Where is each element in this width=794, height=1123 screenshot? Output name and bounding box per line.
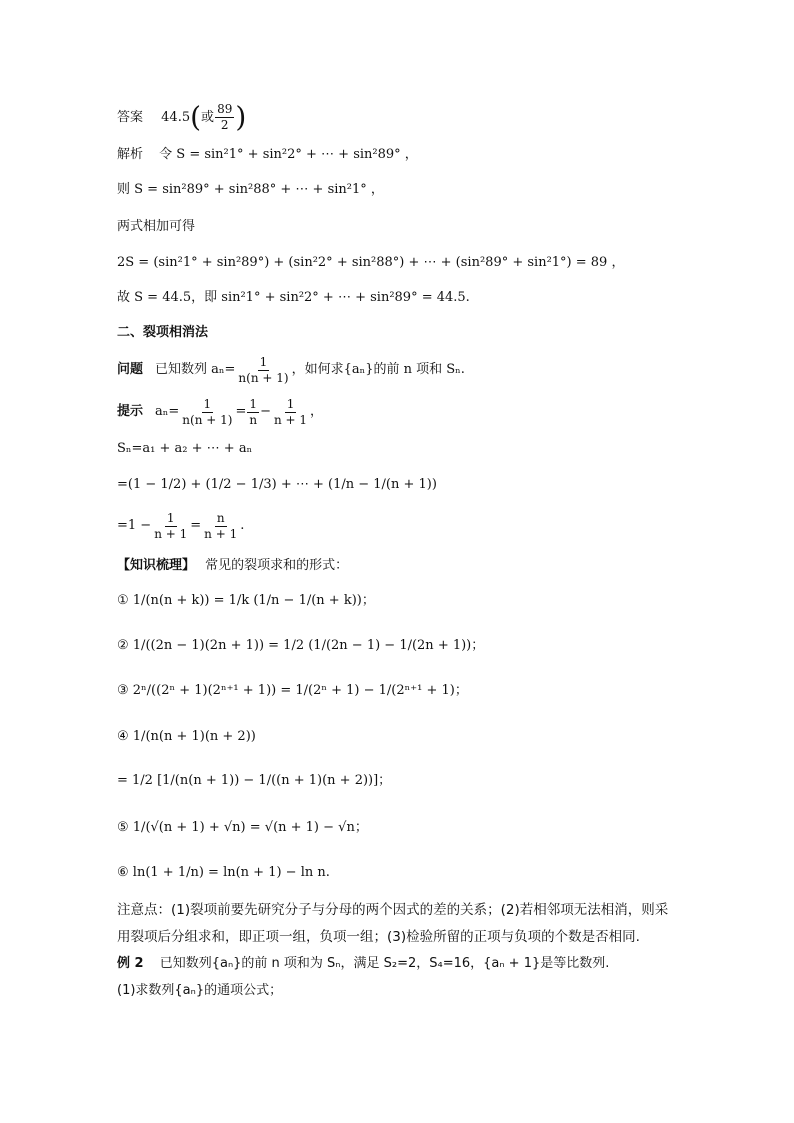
analysis-label: 解析 [117,147,144,162]
knowledge-item-1: ① 1/(n(n + k)) = 1/k (1/n − 1/(n + k))； [117,593,375,608]
hint-fraction-2 [247,397,259,428]
hint-line-4-end: . [240,518,245,533]
hint-line-1-end: ， [310,404,324,419]
analysis-line-1 [117,146,754,164]
answer-alt-prefix: 或 [201,110,215,125]
hint-fraction-3 [272,397,309,428]
hint-line-4-fraction-2-numerator: n [216,510,225,525]
example-line [117,955,754,973]
hint-line-1 [117,394,754,430]
hint-label: 提示 [117,404,144,419]
knowledge-item-5: ⑤ 1/(√(n + 1) + √n) = √(n + 1) − √n； [117,820,368,835]
notes-line-1: 注意点：(1)裂项前要先研究分子与分母的两个因式的差的关系；(2)若相邻项无法相消，则采 [117,902,669,918]
example-label: 例 2 [117,956,144,971]
analysis-line-5: 故 S = 44.5，即 sin²1° + sin²2° + ⋯ + sin²89° = 44.5. [117,290,470,305]
right-paren: ) [235,100,247,134]
left-paren: ( [190,100,202,134]
hint-line-4-fraction-1 [152,511,189,542]
hint-line-4-fraction-2 [202,511,239,542]
question-text-a: 已知数列 aₙ= [155,362,236,377]
hint-line-4-fraction-1-numerator: 1 [166,510,175,525]
hint-line-4-fraction-2-denominator: n + 1 [204,526,238,541]
analysis-text-1: 令 S = sin²1° + sin²2° + ⋯ + sin²89° ， [159,147,418,162]
hint-line-4-fraction-1-denominator: n + 1 [154,526,188,541]
question-label: 问题 [117,362,144,377]
knowledge-label: 【知识梳理】 [117,558,196,573]
knowledge-heading [117,557,754,575]
hint-fraction-3-numerator: 1 [286,396,295,411]
hint-line-4-equals: = [190,518,202,533]
knowledge-item-2: ② 1/((2n − 1)(2n + 1)) = 1/2 (1/(2n − 1) − 1/(2n + 1))； [117,638,485,653]
knowledge-intro: 常见的裂项求和的形式： [205,558,349,573]
hint-fraction-2-numerator: 1 [249,396,258,411]
answer-fraction [215,102,234,133]
answer-fraction-denominator: 2 [220,118,229,132]
hint-line-2: Sₙ=a₁ + a₂ + ⋯ + aₙ [117,441,253,456]
hint-line-4-a: =1 − [117,518,152,533]
answer-line [117,102,754,133]
knowledge-item-6: ⑥ ln(1 + 1/n) = ln(n + 1) − ln n. [117,865,330,880]
knowledge-item-4b: = 1/2 [1/(n(n + 1)) − 1/((n + 1)(n + 2))]； [117,773,392,788]
answer-value: 44.5 [161,110,191,125]
knowledge-item-3: ③ 2ⁿ/((2ⁿ + 1)(2ⁿ⁺¹ + 1)) = 1/(2ⁿ + 1) − 1/(2ⁿ⁺¹ + 1)； [117,683,468,698]
hint-line-4 [117,508,754,544]
example-text: 已知数列{aₙ}的前 n 项和为 Sₙ，满足 S₂=2，S₄=16，{aₙ + 1}是等比数列. [159,956,610,971]
hint-text-a: aₙ= [155,404,180,419]
analysis-line-4: 2S = (sin²1° + sin²89°) + (sin²2° + sin²88°) + ⋯ + (sin²89° + sin²1°) = 89 ， [117,255,625,270]
hint-fraction-1-numerator: 1 [203,396,212,411]
hint-fraction-3-denominator: n + 1 [273,412,308,427]
question-fraction [236,355,290,386]
question-line [117,352,754,388]
example-part-1: (1)求数列{aₙ}的通项公式； [117,983,283,998]
question-fraction-denominator: n(n + 1) [238,370,289,385]
answer-label: 答案 [117,110,144,125]
hint-fraction-2-denominator: n [249,412,258,427]
analysis-line-3: 两式相加可得 [117,219,196,234]
question-fraction-numerator: 1 [259,354,268,369]
hint-fraction-1 [180,397,234,428]
analysis-line-2: 则 S = sin²89° + sin²88° + ⋯ + sin²1° ， [117,182,384,197]
knowledge-item-4: ④ 1/(n(n + 1)(n + 2)) [117,729,256,744]
section-title: 二、裂项相消法 [117,325,209,340]
hint-equals: = [235,404,247,419]
hint-minus: − [260,404,271,419]
notes-line-2: 用裂项后分组求和，即正项一组，负项一组；(3)检验所留的正项与负项的个数是否相同. [117,929,640,945]
answer-fraction-numerator: 89 [217,102,233,116]
hint-fraction-1-denominator: n(n + 1) [182,412,233,427]
question-text-b: ，如何求{aₙ}的前 n 项和 Sₙ. [291,362,465,377]
hint-line-3: =(1 − 1/2) + (1/2 − 1/3) + ⋯ + (1/n − 1/(n + 1)) [117,477,437,492]
